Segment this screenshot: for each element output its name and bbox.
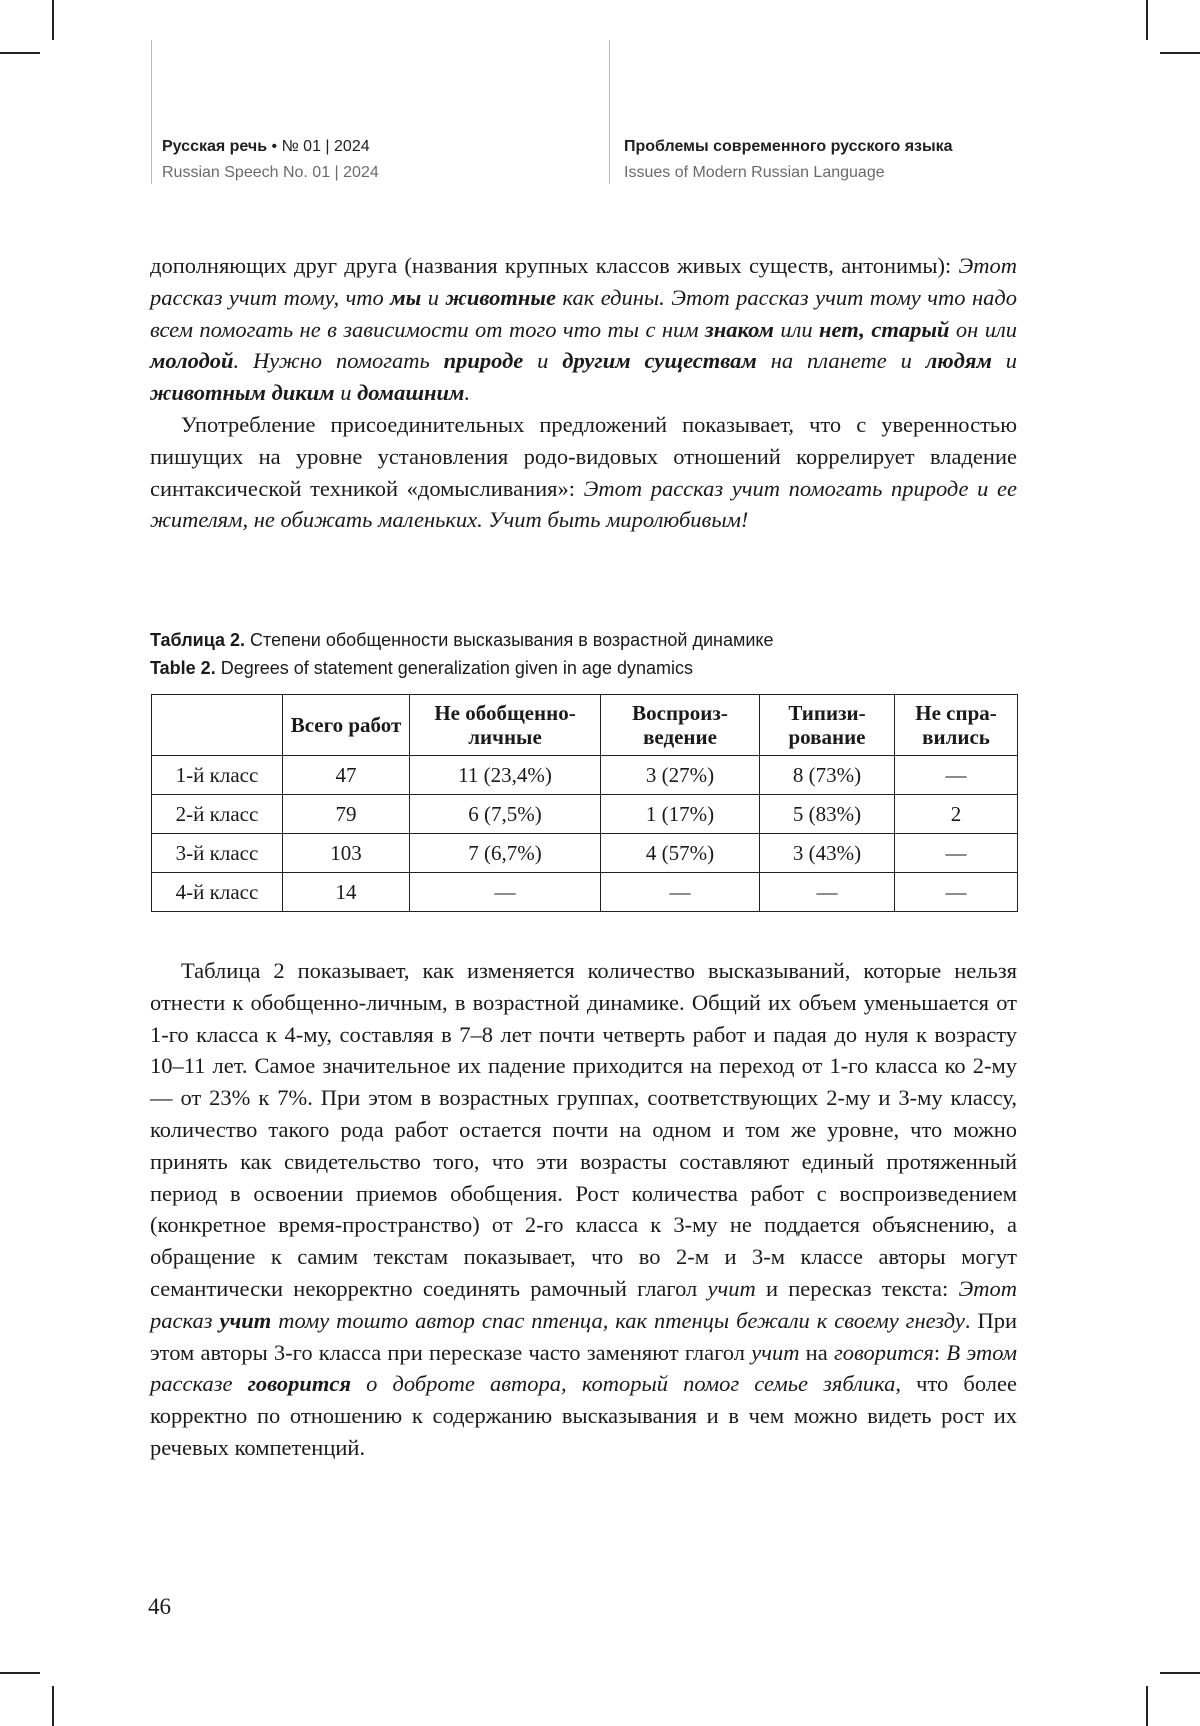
table-cell: 3 (43%) bbox=[760, 834, 895, 873]
table-cell: — bbox=[895, 834, 1018, 873]
body-text-top bbox=[150, 250, 1017, 536]
table-row bbox=[152, 795, 1018, 834]
crop-mark bbox=[1160, 52, 1200, 54]
table-cell: 3 (27%) bbox=[601, 756, 760, 795]
table-caption-en: Table 2. Degrees of statement generalization given in age dynamics bbox=[150, 658, 693, 678]
running-header-left bbox=[162, 134, 379, 186]
table-cell: 11 (23,4%) bbox=[410, 756, 601, 795]
table-cell: 4 (57%) bbox=[601, 834, 760, 873]
paragraph: Таблица 2 показывает, как изменяется количество высказываний, которые нельзя отнести к обобщенно-личным, в возрастной динамике. Общий их объем уменьшается от 1-го класса к 4-му, составляя в 7–8 лет почти четверть работ и падая до нуля к возрасту 10–11 лет. Самое значительное их падение приходится на переход от 1-го класса ко 2-му — от 23% к 7%. При этом в возрастных группах, соответствующих 2-му и 3-му классу, количество такого рода работ остается почти на одном и том же уровне, что можно принять как свидетельство того, что эти возрасты составляют единый протяженный период в освоении приемов обобщения. Рост количества работ с воспроизведением (конкретное время-пространство) от 2-го класса к 3-му не поддается объяснению, а обращение к самим текстам показывает, что во 2-м и 3-м классе авторы могут семантически некорректно соединять рамочный глагол учит и пересказ текста: Этот расказ учит тому тошто автор спас птенца, как птенцы бежали к своему гнезду. При этом авторы 3-го класса при пересказе часто заменяют глагол учит на говорится: В этом рассказе говорится о доброте автора, который помог семье зяблика, что более корректно по отношению к содержанию высказывания и в чем можно видеть рост их речевых компетенций. bbox=[150, 958, 1017, 1460]
crop-mark bbox=[1146, 0, 1148, 40]
journal-title-en: Russian Speech No. 01 | 2024 bbox=[162, 164, 379, 181]
table-cell: 47 bbox=[283, 756, 410, 795]
paragraph: Употребление присоединительных предложений показывает, что с уверенностью пишущих на уровне установления родо-видовых отношений коррелирует владение синтаксической техникой «домысливания»: Этот рассказ учит помогать природе и ее жителям, не обижать маленьких. Учит быть миролюбивым! bbox=[150, 411, 1017, 533]
column-header: Не спра-вились bbox=[895, 695, 1018, 756]
paragraph: дополняющих друг друга (названия крупных классов живых существ, антонимы): Этот рассказ учит тому, что мы и животные как едины. Этот рассказ учит тому что надо всем помогать не в зависимости от того что ты с ним знаком или нет, старый он или молодой. Нужно помогать природе и другим существам на планете и людям и животным диким и домашним. bbox=[150, 253, 1017, 406]
crop-mark bbox=[1160, 1672, 1200, 1674]
table-cell: 2-й класс bbox=[152, 795, 283, 834]
table-row bbox=[152, 834, 1018, 873]
column-header bbox=[152, 695, 283, 756]
table-cell: 7 (6,7%) bbox=[410, 834, 601, 873]
crop-mark bbox=[0, 1672, 40, 1674]
body-text-bottom bbox=[150, 955, 1017, 1464]
crop-mark bbox=[1146, 1686, 1148, 1726]
journal-title-ru: Русская речь • № 01 | 2024 bbox=[162, 138, 370, 155]
table-cell: 103 bbox=[283, 834, 410, 873]
column-header: Типизи-рование bbox=[760, 695, 895, 756]
header-divider bbox=[609, 40, 610, 184]
section-title-en: Issues of Modern Russian Language bbox=[624, 164, 885, 181]
table-cell: 79 bbox=[283, 795, 410, 834]
table-cell: 2 bbox=[895, 795, 1018, 834]
table-cell: — bbox=[895, 756, 1018, 795]
page-number: 46 bbox=[148, 1594, 171, 1619]
data-table bbox=[151, 694, 1018, 912]
crop-mark bbox=[0, 52, 40, 54]
table-cell: 1-й класс bbox=[152, 756, 283, 795]
table-row bbox=[152, 756, 1018, 795]
table-caption-ru: Таблица 2. Степени обобщенности высказывания в возрастной динамике bbox=[150, 630, 774, 650]
running-header-right bbox=[624, 134, 953, 186]
table-cell: 6 (7,5%) bbox=[410, 795, 601, 834]
section-title-ru: Проблемы современного русского языка bbox=[624, 138, 953, 155]
table-cell: — bbox=[601, 873, 760, 912]
column-header: Воспроиз-ведение bbox=[601, 695, 760, 756]
table-cell: — bbox=[895, 873, 1018, 912]
table-cell: 3-й класс bbox=[152, 834, 283, 873]
table-cell: 4-й класс bbox=[152, 873, 283, 912]
column-header: Не обобщенно-личные bbox=[410, 695, 601, 756]
table-cell: — bbox=[410, 873, 601, 912]
table-cell: 14 bbox=[283, 873, 410, 912]
table-header-row bbox=[152, 695, 1018, 756]
table-cell: 1 (17%) bbox=[601, 795, 760, 834]
crop-mark bbox=[52, 1686, 54, 1726]
table-cell: 5 (83%) bbox=[760, 795, 895, 834]
table-cell: 8 (73%) bbox=[760, 756, 895, 795]
table-row bbox=[152, 873, 1018, 912]
column-header: Всего работ bbox=[283, 695, 410, 756]
table-cell: — bbox=[760, 873, 895, 912]
crop-mark bbox=[52, 0, 54, 40]
header-divider bbox=[151, 40, 152, 184]
